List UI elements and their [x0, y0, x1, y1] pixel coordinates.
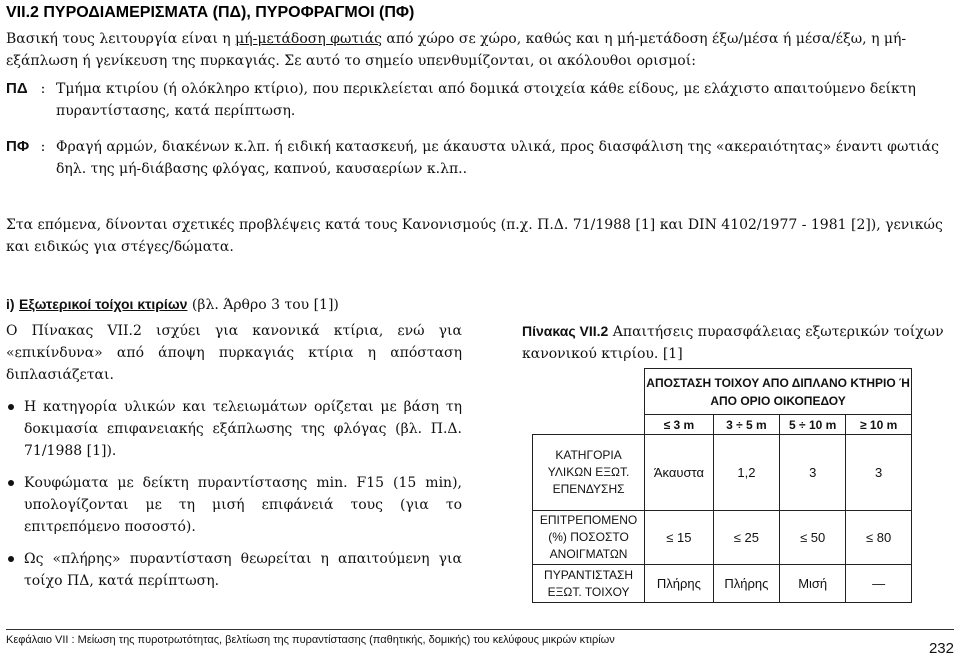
- table-cell: ≤ 25: [713, 511, 779, 565]
- requirements-table: [532, 368, 912, 603]
- subsection-heading: [6, 296, 339, 313]
- regulations-paragraph: Στα επόμενα, δίνονται σχετικές προβλέψεις κατά τους Κανονισμούς (π.χ. Π.Δ. 71/1988 [1] και DIN 4102/1977 - 1981 [2]), γενικώς και ειδικώς για στέγες/δώματα.: [6, 217, 943, 255]
- subsection-reference: (βλ. Άρθρο 3 του [1]): [187, 297, 339, 313]
- left-intro: Ο Πίνακας VII.2 ισχύει για κανονικά κτίρια, ενώ για «επικίνδυνα» από άποψη πυρκαγιάς κτίρια η απόσταση διπλασιάζεται.: [6, 323, 462, 383]
- definition-colon: :: [40, 139, 46, 155]
- definition-text: Φραγή αρμών, διακένων κ.λπ. ή ειδική κατασκευή, με άκαυστα υλικά, προς διασφάλιση της «ακεραιότητας» έναντι φωτιάς δηλ. της μή-διάβασης φλόγας, καπνού, καυσαερίων κ.λπ..: [56, 139, 939, 177]
- table-cell: —: [846, 565, 912, 603]
- intro-text-1: Βασική τους λειτουργία είναι η: [6, 31, 236, 47]
- page-footer: Κεφάλαιο VII : Μείωση της πυροτρωτότητας, βελτίωση της πυραντίστασης (παθητικής, δομικής) του κελύφους μικρών κτιρίων: [6, 634, 615, 646]
- table-caption-text: Απαιτήσεις πυρασφάλειας εξωτερικών τοίχων κανονικού κτιρίου. [1]: [522, 324, 944, 362]
- intro-underlined-term: μή-μετάδοση φωτιάς: [235, 31, 382, 47]
- definition-pf: [6, 136, 954, 180]
- table-cell: Πλήρης: [713, 565, 779, 603]
- definition-colon: :: [40, 81, 46, 97]
- intro-paragraph: [6, 28, 954, 72]
- table-caption: [522, 320, 952, 365]
- table-row-label: ΕΠΙΤΡΕΠΟΜΕΝΟ (%) ΠΟΣΟΣΤΟ ΑΝΟΙΓΜΑΤΩΝ: [533, 511, 645, 565]
- bullet-item: Ως «πλήρης» πυραντίσταση θεωρείται η απαιτούμενη για τοίχο ΠΔ, κατά περίπτωση.: [6, 548, 462, 592]
- subsection-label: i): [6, 296, 15, 312]
- section-title: VII.2 ΠΥΡΟΔΙΑΜΕΡΙΣΜΑΤΑ (ΠΔ), ΠΥΡΟΦΡΑΓΜΟΙ (ΠΦ): [6, 4, 415, 21]
- table-row-label: ΚΑΤΗΓΟΡΙΑ ΥΛΙΚΩΝ ΕΞΩΤ. ΕΠΕΝΔΥΣΗΣ: [533, 435, 645, 511]
- table-cell: 3: [846, 435, 912, 511]
- definition-key: ΠΦ: [6, 138, 30, 155]
- footer-divider: [6, 629, 954, 630]
- table-empty-corner: [533, 415, 645, 435]
- table-row: [533, 565, 912, 603]
- table-cell: Μισή: [780, 565, 846, 603]
- definition-pd: [6, 78, 954, 122]
- table-empty-corner: [533, 369, 645, 415]
- definition-key: ΠΔ: [6, 80, 28, 97]
- table-column-header: 5 ÷ 10 m: [780, 415, 846, 435]
- table-column-header: ≥ 10 m: [846, 415, 912, 435]
- bullet-item: Η κατηγορία υλικών και τελειωμάτων ορίζεται με βάση τη δοκιμασία επιφανειακής εξάπλωσης της φλόγας (βλ. Π.Δ. 71/1988 [1]).: [6, 396, 462, 462]
- table-column-header: 3 ÷ 5 m: [713, 415, 779, 435]
- table-row: [533, 435, 912, 511]
- table-cell: ≤ 15: [645, 511, 714, 565]
- subsection-title: Εξωτερικοί τοίχοι κτιρίων: [19, 296, 188, 312]
- table-cell: 1,2: [713, 435, 779, 511]
- table-cell: ≤ 50: [780, 511, 846, 565]
- bullet-item: Κουφώματα με δείκτη πυραντίστασης min. F15 (15 min), υπολογίζονται με τη μισή επιφάνειά τους (για το επιτρεπόμενο ποσοστό).: [6, 472, 462, 538]
- definition-text: Τμήμα κτιρίου (ή ολόκληρο κτίριο), που περικλείεται από δομικά στοιχεία κάθε είδους, με ελάχιστο απαιτούμενο δείκτη πυραντίστασης, κατά περίπτωση.: [56, 81, 916, 119]
- table-caption-label: Πίνακας VII.2: [522, 323, 609, 339]
- table-row-label: ΠΥΡΑΝΤΙΣΤΑΣΗ ΕΞΩΤ. ΤΟΙΧΟΥ: [533, 565, 645, 603]
- page-number: 232: [928, 640, 954, 657]
- table-cell: Άκαυστα: [645, 435, 714, 511]
- intro-text-2: από χώρο σε χώρο, καθώς και η μή-μετάδοση έξω/μέσα ή μέσα/έξω, η μή-εξάπλωση ή γενίκευση της πυρκαγιάς. Σε αυτό το σημείο υπενθυμίζονται, οι ακόλουθοι ορισμοί:: [6, 31, 907, 69]
- left-column: [6, 320, 462, 592]
- table-column-header: ≤ 3 m: [645, 415, 714, 435]
- table-row: [533, 511, 912, 565]
- table-cell: 3: [780, 435, 846, 511]
- table-cell: ≤ 80: [846, 511, 912, 565]
- table-cell: Πλήρης: [645, 565, 714, 603]
- table-group-header: ΑΠΟΣΤΑΣΗ ΤΟΙΧΟΥ ΑΠΟ ΔΙΠΛΑΝΟ ΚΤΗΡΙΟ Ή ΑΠΟ ΟΡΙΟ ΟΙΚΟΠΕΔΟΥ: [645, 369, 912, 415]
